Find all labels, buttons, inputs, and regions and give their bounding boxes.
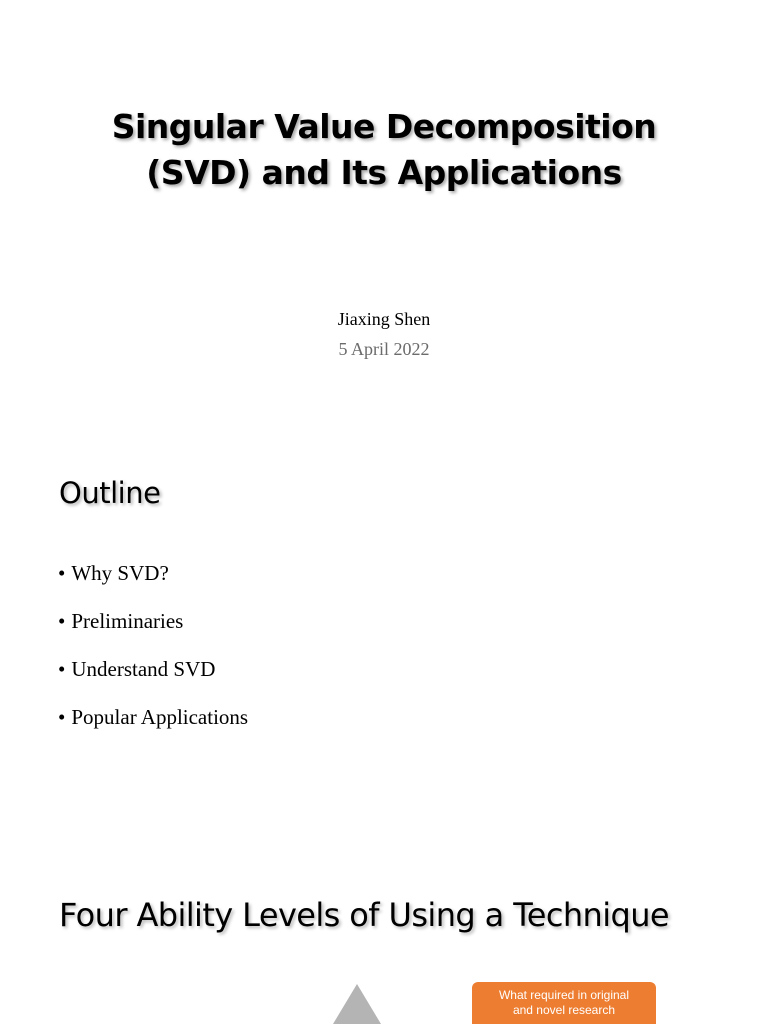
bullet-icon: • bbox=[58, 705, 66, 729]
research-note-box bbox=[472, 982, 656, 1024]
slide-title bbox=[0, 104, 768, 196]
list-item bbox=[58, 655, 248, 703]
outline-slide bbox=[0, 420, 768, 840]
list-item-text: Popular Applications bbox=[71, 705, 249, 729]
pyramid-triangle-shape bbox=[333, 984, 381, 1024]
author-name: Jiaxing Shen bbox=[337, 309, 431, 329]
list-item-text: Preliminaries bbox=[71, 609, 184, 633]
title-slide bbox=[0, 0, 768, 420]
ability-levels-slide bbox=[0, 840, 768, 1024]
research-note-line-2: and novel research bbox=[512, 1003, 616, 1017]
list-item bbox=[58, 559, 248, 607]
list-item-text: Why SVD? bbox=[71, 561, 169, 585]
slide-title-line-2: (SVD) and Its Applications bbox=[146, 153, 622, 192]
bullet-icon: • bbox=[58, 609, 66, 633]
list-item-text: Understand SVD bbox=[71, 657, 216, 681]
list-item bbox=[58, 703, 248, 751]
outline-list bbox=[58, 559, 248, 751]
presentation-date: 5 April 2022 bbox=[338, 339, 430, 359]
list-item bbox=[58, 607, 248, 655]
outline-heading: Outline bbox=[59, 476, 161, 510]
ability-levels-heading: Four Ability Levels of Using a Technique bbox=[59, 896, 669, 934]
bullet-icon: • bbox=[58, 561, 66, 585]
slide-title-line-1: Singular Value Decomposition bbox=[111, 107, 657, 146]
bullet-icon: • bbox=[58, 657, 66, 681]
research-note-line-1: What required in original bbox=[498, 988, 630, 1002]
